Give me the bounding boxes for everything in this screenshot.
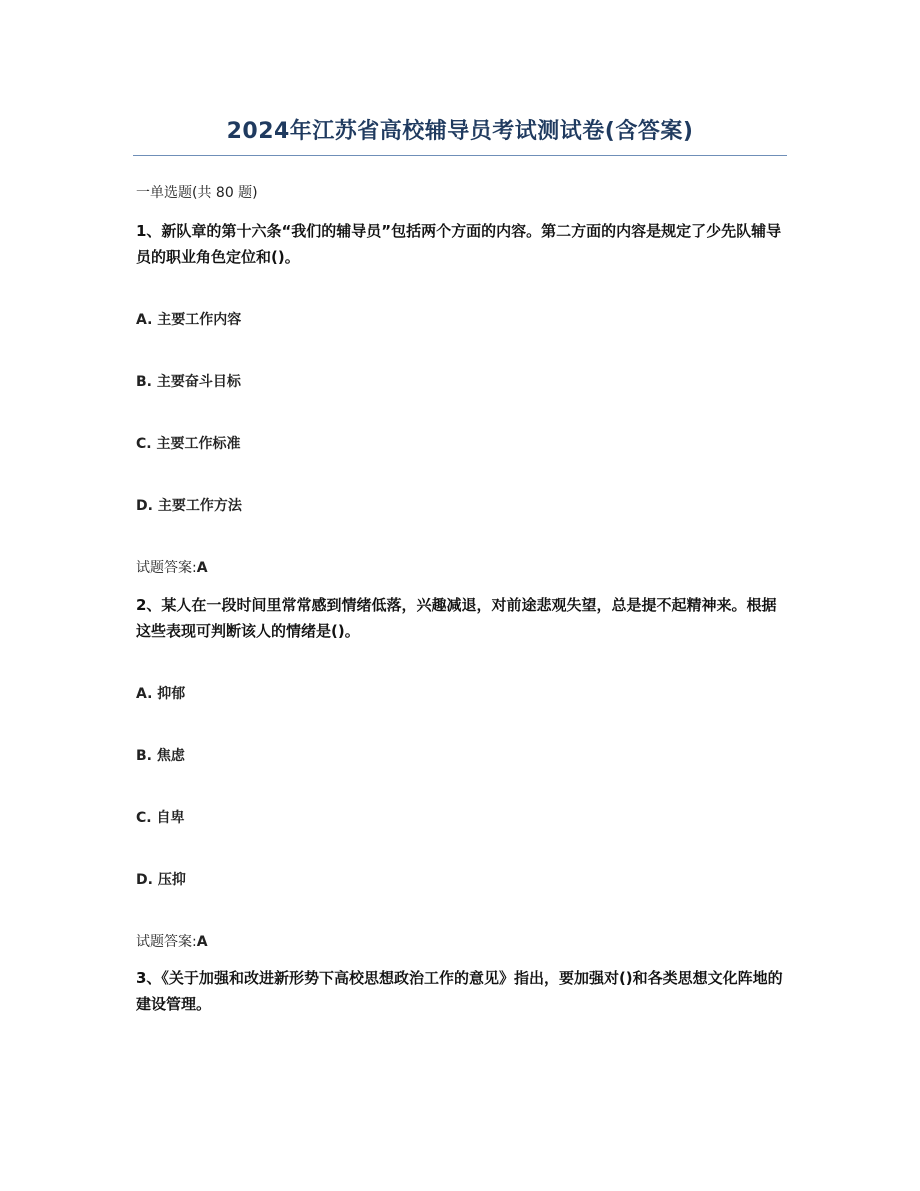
answer-label: 试题答案: — [136, 560, 197, 576]
section-heading: 一单选题(共 80 题) — [136, 185, 258, 201]
answer-label: 试题答案: — [136, 934, 197, 950]
question-2-option-d: D. 压抑 — [136, 872, 186, 888]
question-1-option-b: B. 主要奋斗目标 — [136, 374, 241, 390]
question-2-text: 2、某人在一段时间里常常感到情绪低落，兴趣减退，对前途悲观失望，总是提不起精神来。根据这些表现可判断该人的情绪是()。 — [136, 596, 777, 640]
document-title: 2024年江苏省高校辅导员考试测试卷(含答案) — [226, 119, 694, 144]
question-1-answer — [136, 557, 208, 577]
question-1-text: 1、新队章的第十六条“我们的辅导员”包括两个方面的内容。第二方面的内容是规定了少先队辅导员的职业角色定位和()。 — [136, 222, 782, 266]
question-2-option-c: C. 自卑 — [136, 810, 185, 826]
question-1-option-d: D. 主要工作方法 — [136, 498, 242, 514]
question-2-answer — [136, 931, 208, 951]
question-3-text: 3、《关于加强和改进新形势下高校思想政治工作的意见》指出，要加强对()和各类思想文化阵地的建设管理。 — [136, 969, 783, 1013]
question-1-option-c: C. 主要工作标准 — [136, 436, 241, 452]
question-2-option-b: B. 焦虑 — [136, 748, 185, 764]
title-divider — [133, 155, 787, 156]
answer-value: A — [196, 934, 208, 950]
question-1-option-a: A. 主要工作内容 — [136, 312, 242, 328]
answer-value: A — [196, 560, 208, 576]
question-2-option-a: A. 抑郁 — [136, 686, 186, 702]
